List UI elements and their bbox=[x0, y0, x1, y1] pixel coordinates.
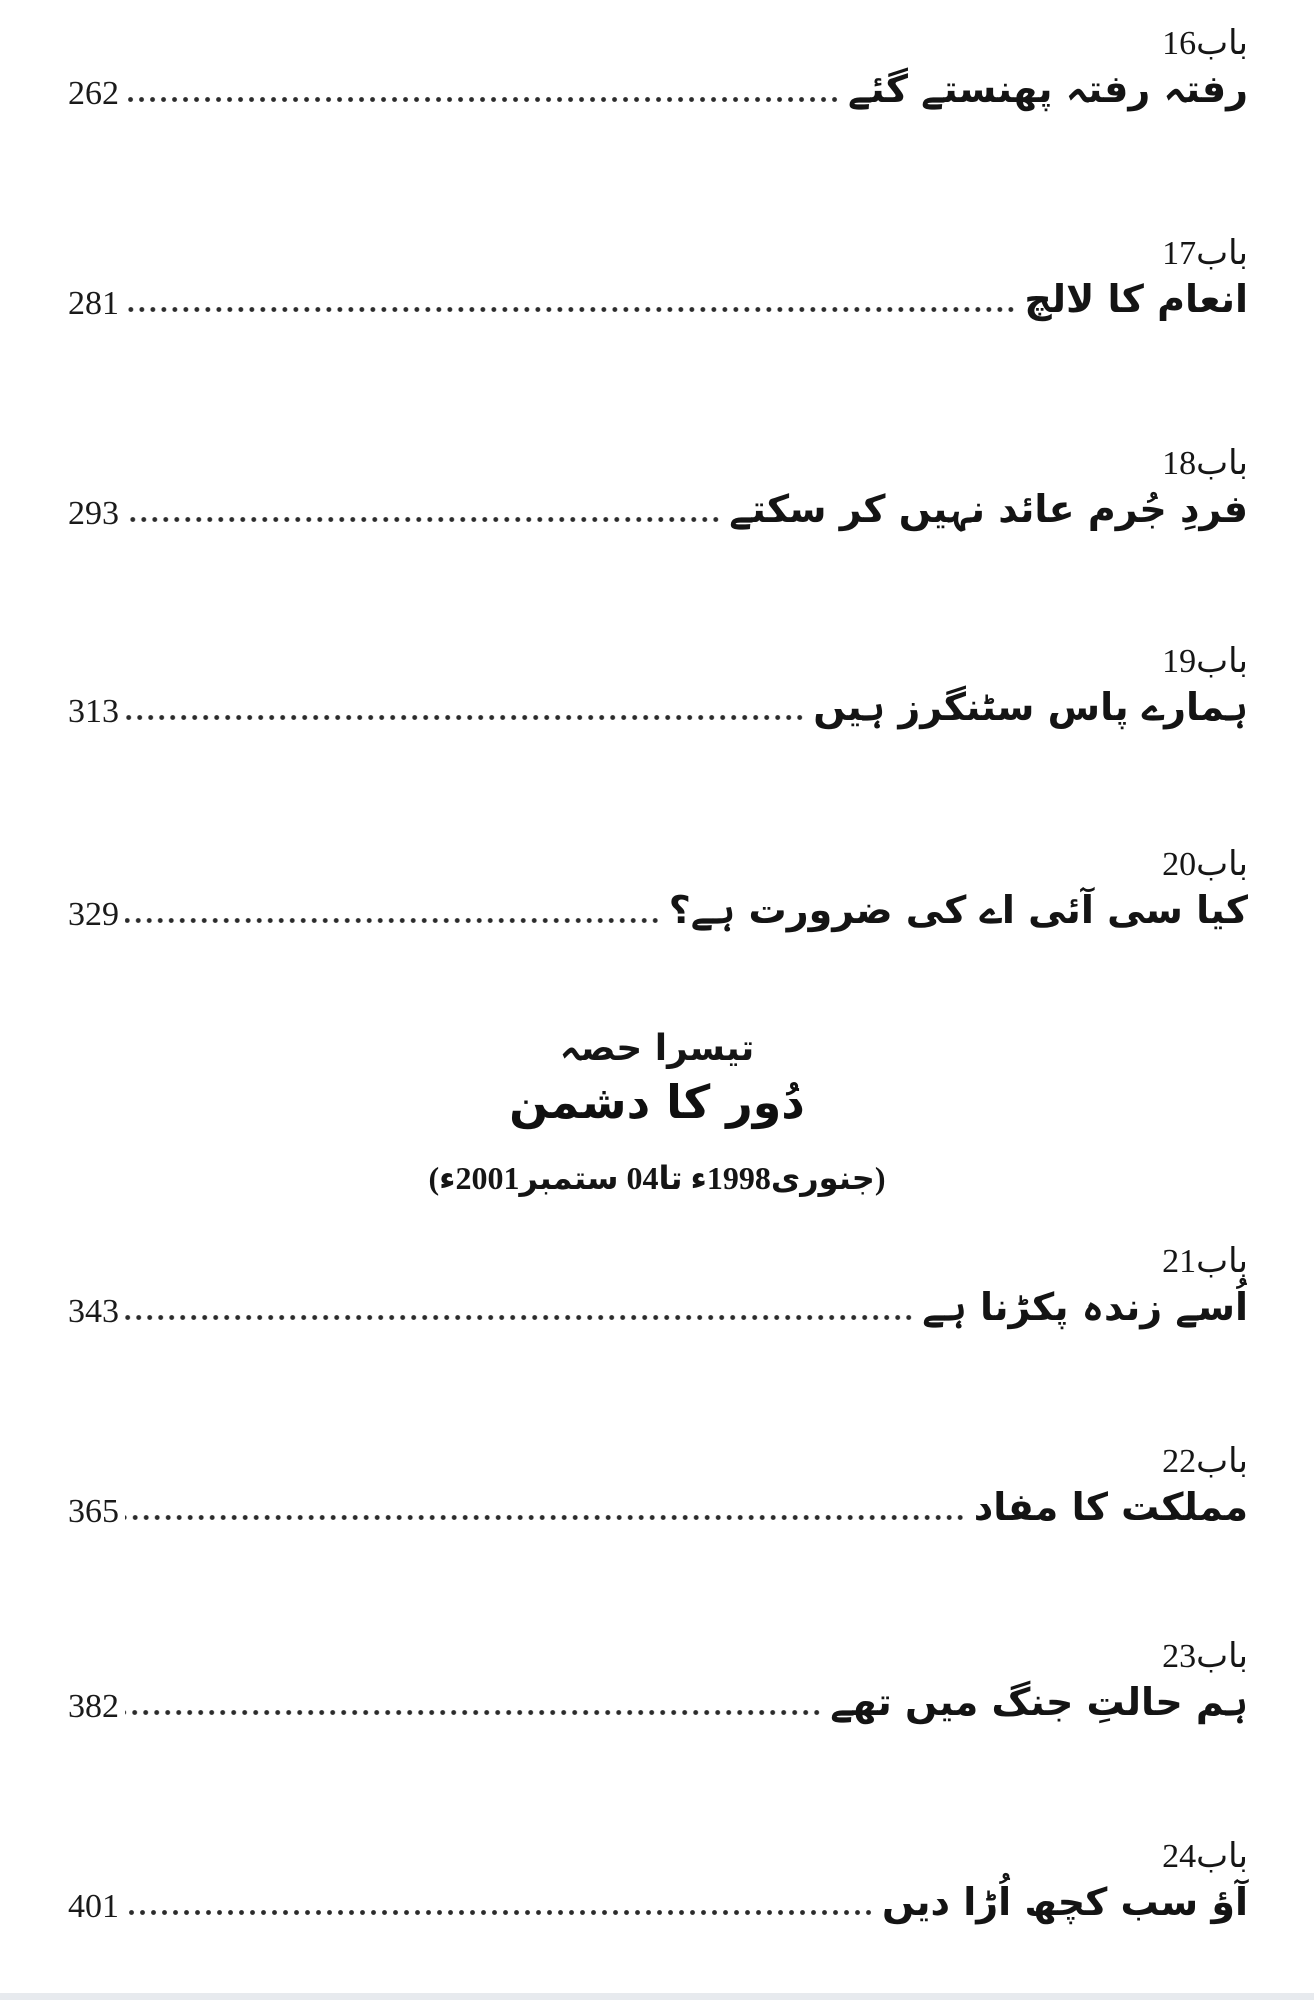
page-number: 293 bbox=[68, 494, 119, 532]
chapter-title: رفتہ رفتہ پھنستے گئے bbox=[848, 67, 1248, 112]
scan-edge-artifact bbox=[0, 1993, 1314, 2000]
part-label: تیسرا حصہ bbox=[559, 1028, 755, 1069]
toc-entry bbox=[68, 1442, 1248, 1531]
toc-line bbox=[68, 888, 1248, 934]
chapter-number: باب18 bbox=[1162, 445, 1248, 482]
toc-line bbox=[68, 67, 1248, 113]
page-number: 313 bbox=[68, 692, 119, 730]
page-number: 401 bbox=[68, 1887, 119, 1925]
dot-leader bbox=[125, 93, 840, 105]
toc-entry bbox=[68, 845, 1248, 934]
page-number: 281 bbox=[68, 284, 119, 322]
toc-entry bbox=[68, 642, 1248, 731]
chapter-title: اُسے زندہ پکڑنا ہے bbox=[922, 1285, 1248, 1330]
toc-entry bbox=[68, 24, 1248, 113]
chapter-title: فردِ جُرم عائد نہیں کر سکتے bbox=[729, 487, 1248, 532]
part-title: دُور کا دشمن bbox=[509, 1075, 805, 1129]
toc-entry bbox=[68, 1837, 1248, 1926]
chapter-title: مملکت کا مفاد bbox=[973, 1485, 1248, 1530]
toc-line bbox=[68, 487, 1248, 533]
dot-leader bbox=[125, 1706, 822, 1718]
chapter-number: باب16 bbox=[1162, 25, 1248, 62]
dot-leader bbox=[125, 914, 661, 926]
toc-line bbox=[68, 277, 1248, 323]
toc-line bbox=[68, 1680, 1248, 1726]
page-number: 329 bbox=[68, 895, 119, 933]
section-heading bbox=[0, 1028, 1314, 1197]
dot-leader bbox=[125, 711, 805, 723]
toc-line bbox=[68, 1485, 1248, 1531]
dot-leader bbox=[125, 1906, 874, 1918]
toc-entry bbox=[68, 1242, 1248, 1331]
page-number: 262 bbox=[68, 74, 119, 112]
chapter-number: باب24 bbox=[1162, 1838, 1248, 1875]
chapter-title: آؤ سب کچھ اُڑا دیں bbox=[882, 1880, 1248, 1925]
chapter-number: باب21 bbox=[1162, 1243, 1248, 1280]
toc-entry bbox=[68, 234, 1248, 323]
chapter-title: کیا سی آئی اے کی ضرورت ہے؟ bbox=[668, 888, 1248, 933]
toc-entry bbox=[68, 444, 1248, 533]
page-number: 382 bbox=[68, 1687, 119, 1725]
dot-leader bbox=[125, 1511, 966, 1523]
chapter-number: باب17 bbox=[1162, 235, 1248, 272]
chapter-title: انعام کا لالچ bbox=[1024, 277, 1248, 322]
chapter-title: ہم حالتِ جنگ میں تھے bbox=[830, 1680, 1248, 1725]
page-number: 343 bbox=[68, 1292, 119, 1330]
chapter-number: باب23 bbox=[1162, 1638, 1248, 1675]
toc-line bbox=[68, 1285, 1248, 1331]
chapter-number: باب19 bbox=[1162, 643, 1248, 680]
dot-leader bbox=[125, 303, 1016, 315]
part-date-range: (جنوری1998ء تا04 ستمبر2001ء) bbox=[428, 1160, 886, 1196]
dot-leader bbox=[125, 513, 721, 525]
toc-line bbox=[68, 685, 1248, 731]
page-number: 365 bbox=[68, 1492, 119, 1530]
toc-line bbox=[68, 1880, 1248, 1926]
toc-entry bbox=[68, 1637, 1248, 1726]
chapter-title: ہمارے پاس سٹنگرز ہیں bbox=[813, 685, 1248, 730]
chapter-number: باب20 bbox=[1162, 846, 1248, 883]
dot-leader bbox=[125, 1311, 914, 1323]
chapter-number: باب22 bbox=[1162, 1443, 1248, 1480]
